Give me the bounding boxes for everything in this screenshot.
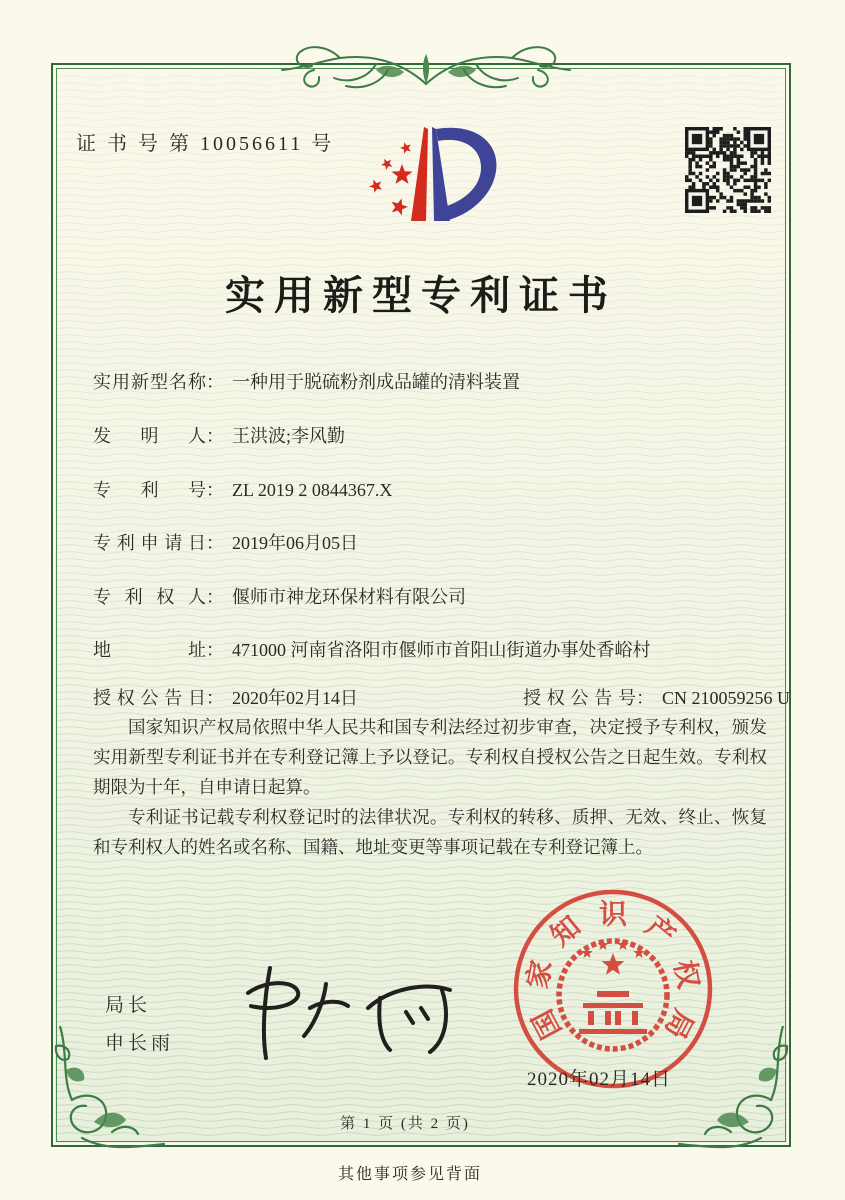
certificate-number: 证 书 号 第 10056611 号 — [76, 133, 335, 155]
seal-text — [521, 899, 704, 1044]
legal-paragraph-1: 国家知识产权局依照中华人民共和国专利法经过初步审查，决定授予专利权，颁发实用新型专利证书并在专利登记簿上予以登记。专利权自授权公告之日起生效。专利权期限为十年，自申请日起算。 — [93, 717, 767, 797]
field-colon: ： — [206, 640, 224, 660]
svg-text:国: 国 — [527, 1004, 568, 1044]
svg-text:权: 权 — [667, 957, 704, 992]
national-emblem-icon — [559, 939, 667, 1049]
field-value: CN 210059256 U — [662, 688, 791, 708]
field-label: 授权公告号 — [523, 688, 636, 708]
field-row-patentee — [93, 583, 466, 609]
field-value: 471000 河南省洛阳市偃师市首阳山街道办事处香峪村 — [232, 640, 651, 660]
field-row-filing-date — [93, 529, 358, 555]
field-value: ZL 2019 2 0844367.X — [232, 480, 393, 500]
field-value: 2019年06月05日 — [232, 533, 358, 553]
svg-text:家: 家 — [522, 957, 559, 992]
field-row-utility-model-name — [93, 368, 520, 394]
field-colon: ： — [206, 688, 224, 708]
qr-code — [685, 127, 771, 213]
page-indicator: 第 1 页 (共 2 页) — [340, 1116, 470, 1132]
legal-paragraphs — [93, 712, 767, 862]
certificate-title: 实用新型专利证书 — [225, 273, 617, 318]
field-colon: ： — [206, 480, 224, 500]
field-value: 2020年02月14日 — [232, 688, 358, 708]
field-label: 专利权人 — [93, 587, 206, 607]
field-row-grant — [93, 684, 791, 710]
grant-date-group — [93, 688, 358, 708]
field-row-address — [93, 636, 651, 662]
field-value: 一种用于脱硫粉剂成品罐的清料装置 — [232, 372, 520, 392]
field-colon: ： — [206, 533, 224, 553]
field-label: 发明人 — [93, 426, 206, 446]
field-row-inventors — [93, 422, 345, 448]
svg-text:知: 知 — [545, 910, 587, 953]
svg-text:局: 局 — [658, 1004, 699, 1044]
cnipa-logo-icon — [338, 118, 510, 236]
director-title-label: 局长 — [105, 995, 152, 1016]
field-colon: ： — [636, 688, 654, 708]
field-label: 授权公告日 — [93, 688, 206, 708]
national-ip-administration-seal — [508, 884, 718, 1094]
svg-text:识: 识 — [598, 899, 628, 931]
grant-number-group — [523, 684, 790, 710]
field-colon: ： — [206, 426, 224, 446]
director-name: 申长雨 — [105, 1033, 175, 1054]
field-value: 王洪波;李风勤 — [232, 426, 346, 446]
director-signature — [228, 948, 473, 1068]
field-row-patent-number — [93, 476, 392, 502]
svg-text:产: 产 — [639, 910, 681, 953]
field-colon: ： — [206, 587, 224, 607]
field-label: 专利申请日 — [93, 533, 206, 553]
footer-note: 其他事项参见背面 — [337, 1166, 482, 1183]
legal-paragraph-2: 专利证书记载专利权登记时的法律状况。专利权的转移、质押、无效、终止、恢复和专利权人的姓名或名称、国籍、地址变更等事项记载在专利登记簿上。 — [93, 807, 767, 857]
field-colon: ： — [206, 372, 224, 392]
seal-date: 2020年02月14日 — [527, 1069, 672, 1090]
field-label: 地址 — [93, 640, 206, 660]
field-label: 实用新型名称 — [93, 372, 206, 392]
field-value: 偃师市神龙环保材料有限公司 — [232, 587, 466, 607]
field-label: 专利号 — [93, 480, 206, 500]
